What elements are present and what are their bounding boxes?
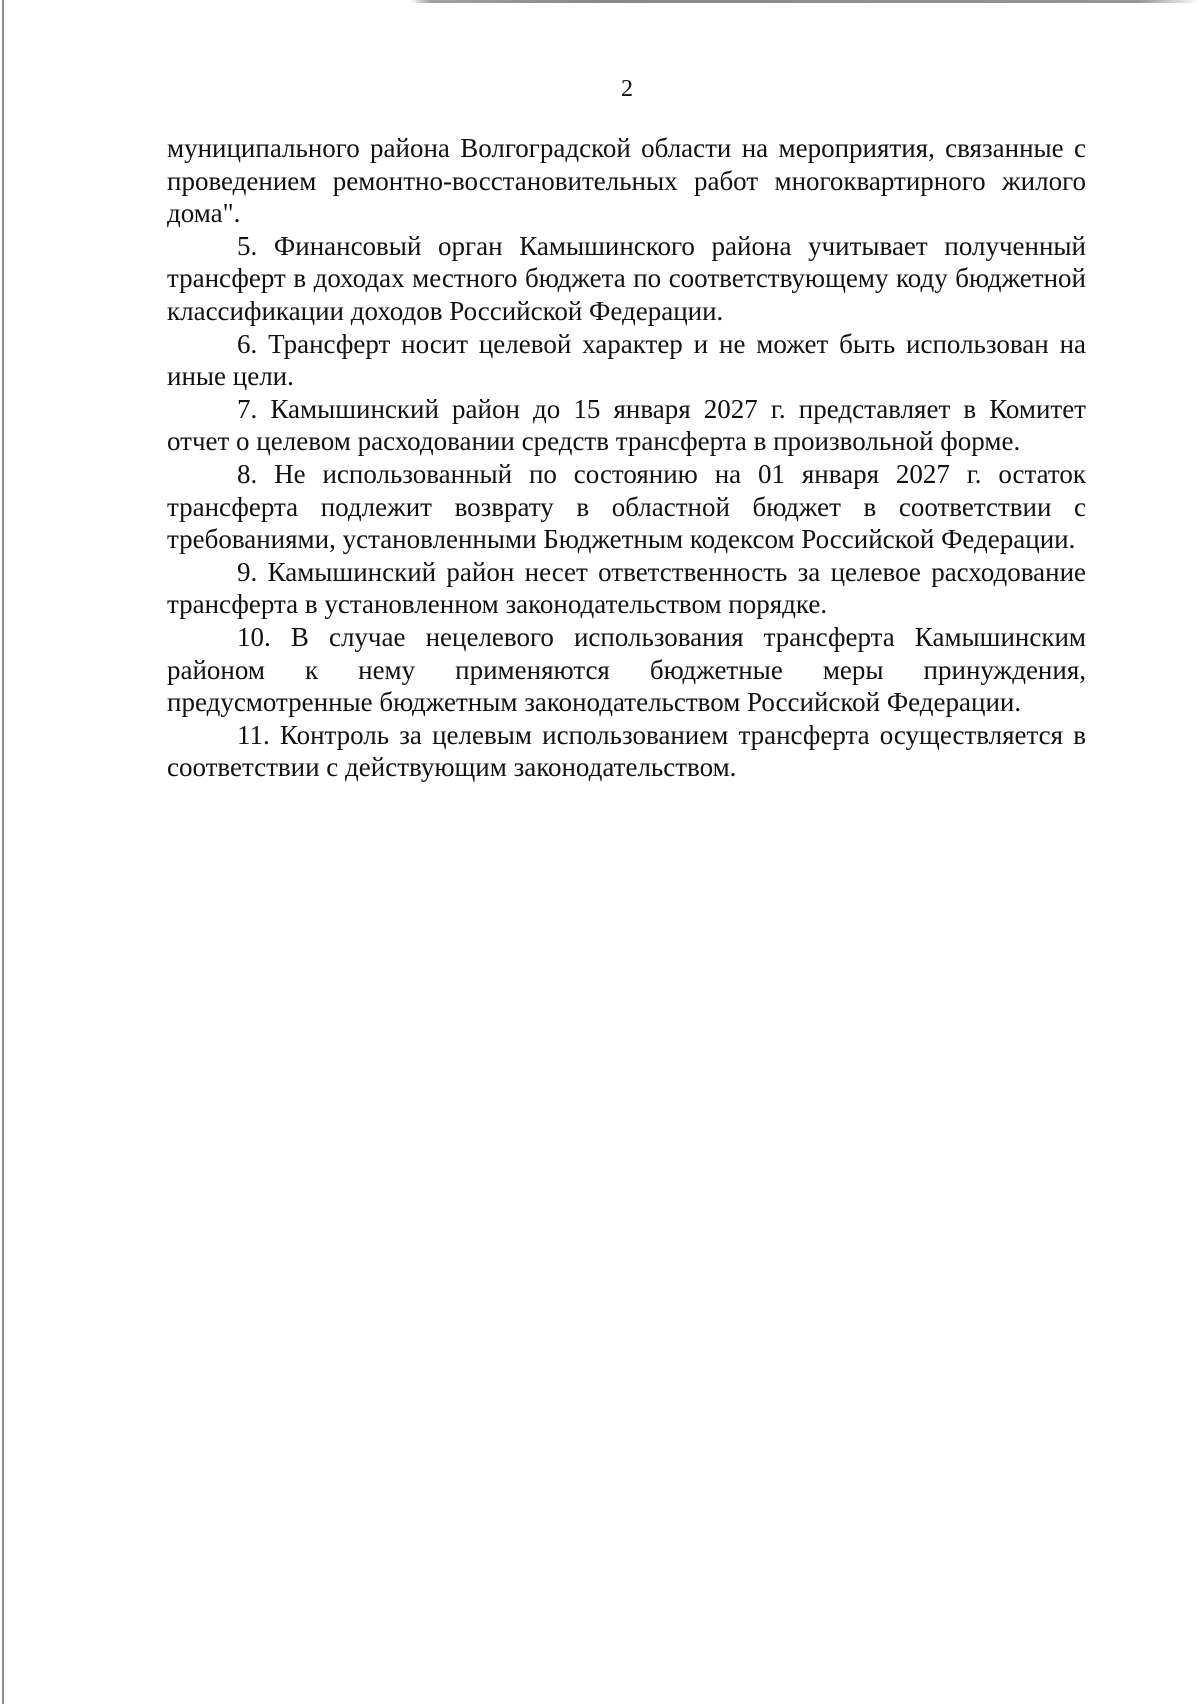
scan-top-edge — [0, 0, 1200, 3]
paragraph-item-7: 7. Камышинский район до 15 января 2027 г. представляет в Комитет отчет о целевом расходовании средств трансферта в произвольной форме. — [167, 393, 1086, 457]
paragraph-item-11: 11. Контроль за целевым использованием трансферта осуществляется в соответствии с действующим законодательством. — [167, 719, 1086, 783]
paragraph-item-8: 8. Не использованный по состоянию на 01 января 2027 г. остаток трансферта подлежит возврату в областной бюджет в соответствии с требованиями, установленными Бюджетным кодексом Российской Федерации. — [167, 458, 1086, 555]
page-number: 2 — [621, 76, 633, 102]
paragraph-item-5: 5. Финансовый орган Камышинского района учитывает полученный трансферт в доходах местного бюджета по соответствующему коду бюджетной классификации доходов Российской Федерации. — [167, 230, 1086, 326]
paragraph-item-9: 9. Камышинский район несет ответственность за целевое расходование трансферта в установленном законодательством порядке. — [167, 556, 1086, 620]
document-body — [167, 132, 1086, 784]
paragraph-continuation: муниципального района Волгоградской области на мероприятия, связанные с проведением ремонтно-восстановительных работ многоквартирного жилого дома". — [167, 133, 1086, 229]
scan-left-edge — [2, 0, 4, 1704]
paragraph-item-10: 10. В случае нецелевого использования трансферта Камышинским районом к нему применяются бюджетные меры принуждения, предусмотренные бюджетным законодательством Российской Федерации. — [167, 621, 1086, 718]
paragraph-item-6: 6. Трансферт носит целевой характер и не может быть использован на иные цели. — [167, 328, 1086, 392]
